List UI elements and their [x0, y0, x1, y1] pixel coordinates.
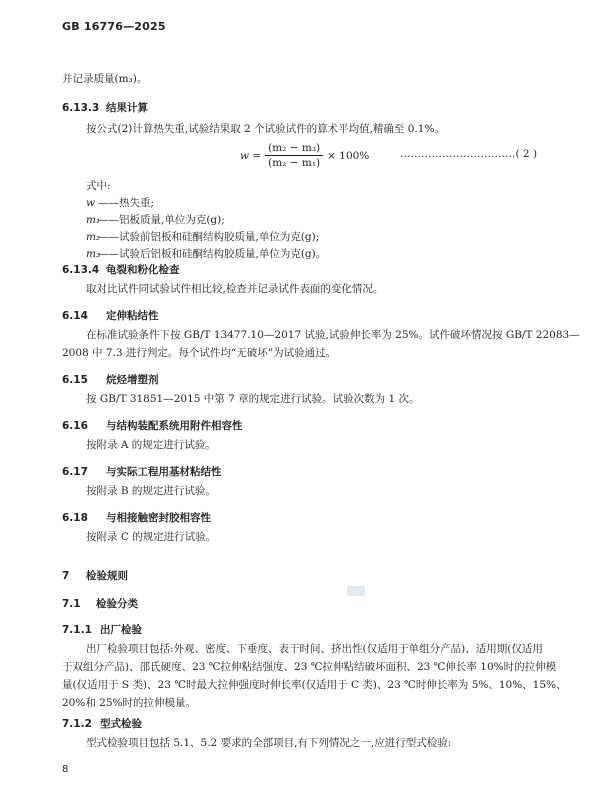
heading-6-18 — [62, 510, 211, 525]
section-number: 6.14 — [62, 310, 88, 322]
section-number: 6.17 — [62, 466, 88, 478]
heading-6-13-3 — [62, 100, 148, 115]
section-number: 6.18 — [62, 512, 88, 524]
paragraph-7-1-1-line-3: 量(仅适用于 S 类)、23 ℃时最大拉伸强度时伸长率(仅适用于 C 类)、23 ℃时伸长率为 5%、10%、15%、 — [62, 679, 567, 691]
section-title: 定伸粘结性 — [106, 310, 159, 322]
where-label: 式中: — [86, 180, 111, 192]
variable-row — [86, 246, 326, 263]
formula-tail: × 100% — [327, 149, 370, 162]
section-title: 检验规则 — [86, 570, 128, 582]
paragraph-7-1-1-line-4: 20%和 25%时的拉伸模量。 — [62, 697, 197, 709]
heading-7-1-2 — [62, 716, 142, 731]
heading-6-15 — [62, 372, 159, 387]
formula-fraction — [265, 142, 323, 169]
variable-row — [86, 212, 326, 229]
paragraph-6-14-line-1: 在标准试验条件下按 GB/T 13477.10—2017 试验,试验伸长率为 25%。试件破坏情况按 GB/T 22083— — [86, 329, 580, 341]
paragraph-6-18: 按附录 C 的规定进行试验。 — [86, 531, 217, 543]
formula-numerator: (m₂ − m₃) — [265, 142, 323, 156]
formula-lhs: w = — [240, 149, 262, 162]
section-title: 与相接触密封胶相容性 — [106, 512, 211, 524]
variable-symbol: m₁ — [86, 214, 101, 226]
section-number: 6.13.4 — [62, 264, 100, 276]
variable-desc: ——热失重; — [98, 197, 155, 209]
paragraph-6-13-4: 取对比试件同试验试件相比较,检查并记录试件表面的变化情况。 — [86, 283, 384, 295]
heading-6-16 — [62, 418, 243, 433]
section-number: 6.13.3 — [62, 102, 100, 114]
section-title: 型式检验 — [100, 718, 142, 730]
paragraph-6-14-line-2: 2008 中 7.3 进行判定。每个试件均“无破坏”为试验通过。 — [62, 347, 337, 359]
variable-row — [86, 229, 326, 246]
variable-symbol: m₃ — [86, 248, 101, 260]
variable-desc: ——试验后铝板和硅酮结构胶质量,单位为克(g)。 — [98, 248, 327, 260]
paragraph-7-1-2: 型式检验项目包括 5.1、5.2 要求的全部项目,有下列情况之一,应进行型式检验: — [86, 737, 452, 749]
paragraph-7-1-1-line-1: 出厂检验项目包括:外观、密度、下垂度、表干时间、挤出性(仅适用于单组分产品)、适用期(仅适用 — [86, 643, 543, 655]
formula-2 — [240, 142, 369, 169]
paragraph-6-15: 按 GB/T 31851—2015 中第 7 章的规定进行试验。试验次数为 1 次。 — [86, 393, 420, 405]
heading-6-17 — [62, 464, 222, 479]
formula-number-label: ( 2 ) — [515, 148, 538, 160]
formula-denominator: (m₂ − m₁) — [268, 157, 321, 169]
variable-symbol: w — [86, 197, 95, 209]
heading-6-13-4 — [62, 262, 180, 277]
section-number: 6.16 — [62, 420, 88, 432]
section-title: 结果计算 — [106, 102, 148, 114]
intro-line: 并记录质量(m₃)。 — [62, 73, 148, 85]
formula-number-dots: …………………………… — [400, 148, 516, 160]
heading-7-1-1 — [62, 622, 142, 637]
heading-7-1 — [62, 596, 138, 611]
paragraph-6-17: 按附录 B 的规定进行试验。 — [86, 485, 216, 497]
heading-6-14 — [62, 308, 159, 323]
variable-list — [86, 178, 326, 263]
heading-7 — [62, 568, 128, 583]
paragraph-6-16: 按附录 A 的规定进行试验。 — [86, 439, 216, 451]
section-number: 7.1.2 — [62, 718, 92, 730]
page-number: 8 — [62, 764, 69, 775]
section-number: 7.1.1 — [62, 624, 92, 636]
section-title: 龟裂和粉化检查 — [106, 264, 180, 276]
formula-number — [400, 148, 537, 160]
variable-row — [86, 195, 326, 212]
section-number: 7 — [62, 570, 70, 582]
section-number: 7.1 — [62, 598, 81, 610]
variable-desc: ——试验前铝板和硅酮结构胶质量,单位为克(g); — [98, 231, 320, 243]
variable-symbol: m₂ — [86, 231, 101, 243]
variable-desc: ——铝板质量,单位为克(g); — [98, 214, 225, 226]
section-number: 6.15 — [62, 374, 88, 386]
section-title: 出厂检验 — [100, 624, 142, 636]
paragraph-7-1-1-line-2: 于双组分产品)、邵氏硬度、23 ℃拉伸粘结强度、23 ℃拉伸粘结破坏面积、23 ℃伸长率 10%时的拉伸模 — [62, 661, 557, 673]
watermark-mark — [347, 586, 365, 596]
section-title: 与实际工程用基材粘结性 — [106, 466, 222, 478]
paragraph-6-13-3: 按公式(2)计算热失重,试验结果取 2 个试验试件的算术平均值,精确至 0.1%。 — [86, 123, 445, 135]
section-title: 与结构装配系统用附件相容性 — [106, 420, 243, 432]
page-header-standard-code: GB 16776—2025 — [62, 20, 166, 33]
section-title: 检验分类 — [96, 598, 138, 610]
section-title: 烷烃增塑剂 — [106, 374, 159, 386]
